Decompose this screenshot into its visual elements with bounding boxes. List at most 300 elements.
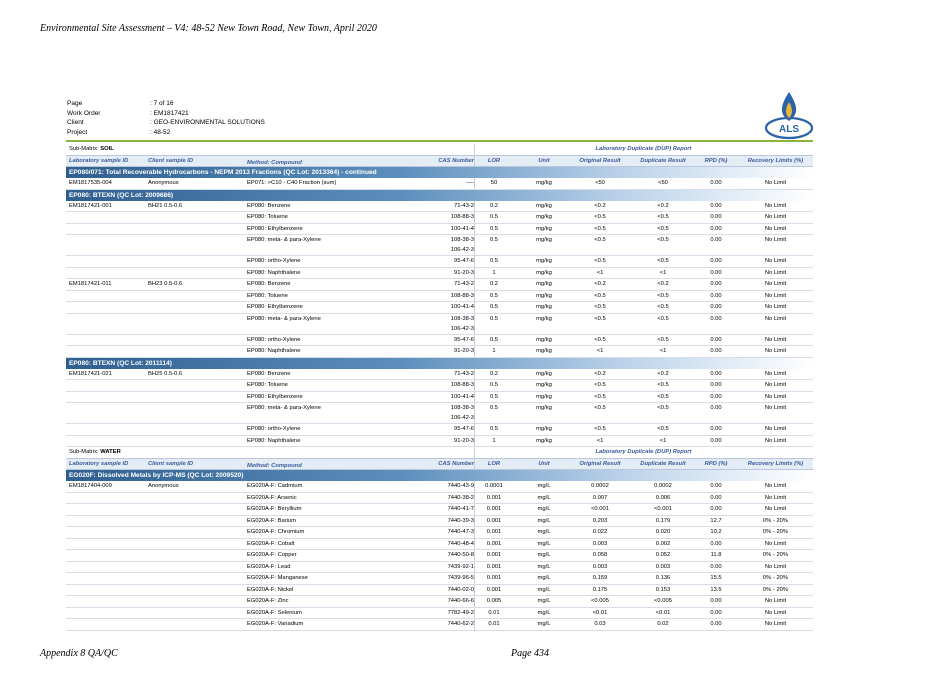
- cell-lor: [476, 337, 512, 343]
- column-divider: [474, 516, 475, 527]
- cell-original-result: [568, 529, 632, 535]
- cell-duplicate-result: [632, 180, 694, 186]
- cell-text: <0.001: [654, 506, 672, 512]
- cell-text: <1: [659, 269, 667, 276]
- sub-matrix-value: WATER: [100, 449, 121, 455]
- cell-text: 0.001: [486, 552, 502, 558]
- cell-text: EP080: Benzene: [247, 370, 291, 377]
- cell-unit: [521, 293, 567, 299]
- report-metadata: [67, 99, 265, 137]
- cell-method-compound: [247, 226, 387, 232]
- cell-lor: [476, 426, 512, 432]
- column-divider: [474, 314, 475, 334]
- column-divider: [474, 268, 475, 279]
- cas-number-secondary: 106-42-3: [450, 325, 474, 332]
- column-divider: [474, 493, 475, 504]
- cell-cas-number: [390, 598, 474, 604]
- cell-text: 0% - 20%: [762, 517, 789, 524]
- cell-unit: [521, 529, 567, 535]
- cell-text: 0.159: [592, 575, 608, 581]
- table-row: [66, 403, 813, 424]
- section-header: [66, 470, 813, 481]
- cell-text: <0.2: [594, 202, 606, 209]
- cell-method-compound: [247, 598, 387, 604]
- cell-text: 11.8: [710, 552, 722, 558]
- cell-recovery-limits: [738, 529, 813, 535]
- duplicate-report-table: [66, 144, 813, 631]
- cell-lor: [476, 518, 512, 524]
- cell-text: No Limit: [764, 426, 787, 432]
- cell-method-compound: [247, 237, 387, 243]
- cell-rpd: [694, 529, 738, 535]
- cell-unit: [521, 438, 567, 444]
- cell-text: 91-20-3: [454, 269, 474, 276]
- table-row: [66, 436, 813, 448]
- cell-unit: [521, 316, 567, 322]
- cell-text: mg/L: [537, 621, 551, 627]
- cell-method-compound: [247, 610, 387, 616]
- cell-original-result: [568, 575, 632, 581]
- cell-original-result: [568, 405, 632, 411]
- cell-text: 0.003: [592, 540, 608, 547]
- column-divider: [474, 212, 475, 223]
- cell-recovery-limits: [738, 564, 813, 570]
- column-header-method-compound: Method: Compound: [247, 462, 302, 469]
- cell-cas-number: [390, 529, 474, 535]
- column-divider: [474, 235, 475, 255]
- cell-text: 0.00: [710, 405, 722, 411]
- cell-text: 0.00: [710, 336, 722, 343]
- cell-text: <0.2: [657, 202, 669, 209]
- cell-text: 0.00: [710, 269, 722, 276]
- cell-unit: [521, 518, 567, 524]
- cell-text: EP080: Ethylbenzene: [247, 225, 303, 232]
- cell-duplicate-result: [632, 237, 694, 243]
- cell-text: No Limit: [764, 258, 787, 264]
- cell-text: EG020A-F: Barium: [247, 517, 296, 524]
- cell-text: mg/kg: [536, 258, 552, 264]
- cell-text: 100-41-4: [450, 225, 474, 232]
- table-row: [66, 424, 813, 436]
- cell-text: <0.5: [657, 393, 669, 400]
- column-header-original-result: Original Result: [579, 460, 621, 467]
- cas-number-secondary: 106-42-3: [450, 247, 474, 253]
- cell-text: mg/kg: [536, 269, 552, 276]
- cell-text: EG020A-F: Zinc: [247, 598, 289, 604]
- cell-original-result: [568, 426, 632, 432]
- meta-value: : GEO-ENVIRONMENTAL SOLUTIONS: [150, 119, 265, 127]
- cell-text: 0.02: [657, 621, 669, 627]
- cell-original-result: [568, 180, 632, 186]
- footer-appendix: Appendix 8 QA/QC: [40, 648, 118, 659]
- cell-rpd: [694, 348, 738, 354]
- cell-text: <1: [659, 348, 667, 354]
- cell-text: EM1817404-009: [69, 483, 112, 489]
- cell-unit: [521, 371, 567, 377]
- sub-matrix-row: [66, 144, 813, 156]
- column-header-original-result: Original Result: [579, 157, 621, 164]
- cell-text: 7440-47-3: [447, 529, 474, 535]
- cell-text: EM1817421-011: [69, 281, 112, 287]
- table-row: [66, 585, 813, 597]
- cell-method-compound: [247, 518, 387, 524]
- cell-text: 91-20-3: [454, 348, 474, 354]
- cell-unit: [521, 564, 567, 570]
- cell-method-compound: [247, 621, 387, 627]
- cell-original-result: [568, 214, 632, 220]
- cell-text: 0.00: [710, 304, 722, 310]
- cell-unit: [521, 405, 567, 411]
- cell-text: mg/L: [537, 506, 551, 512]
- cell-unit: [521, 552, 567, 558]
- cell-text: ----: [466, 180, 474, 186]
- cell-text: <0.5: [657, 292, 669, 299]
- cell-lor: [476, 348, 512, 354]
- cell-text: No Limit: [764, 237, 787, 243]
- cell-unit: [521, 575, 567, 581]
- cell-text: 0.00: [710, 609, 722, 616]
- column-divider: [474, 619, 475, 630]
- table-row: [66, 212, 813, 224]
- cell-text: 0.005: [486, 598, 502, 604]
- cell-method-compound: [247, 552, 387, 558]
- cell-text: 0% - 20%: [762, 575, 789, 581]
- cell-duplicate-result: [632, 495, 694, 501]
- cell-text: 0.5: [489, 214, 499, 220]
- column-divider: [474, 144, 475, 155]
- cell-original-result: [568, 394, 632, 400]
- cell-duplicate-result: [632, 203, 694, 209]
- cell-recovery-limits: [738, 483, 813, 489]
- cell-text: No Limit: [764, 292, 787, 299]
- cell-cas-number: [390, 270, 474, 276]
- column-header-lor: LOR: [487, 460, 501, 467]
- cell-text: No Limit: [764, 304, 787, 310]
- cell-text: <0.005: [591, 598, 609, 604]
- cell-recovery-limits: [738, 237, 813, 243]
- cell-text: mg/kg: [536, 405, 552, 411]
- cell-cas-number: [390, 438, 474, 444]
- column-divider: [474, 608, 475, 619]
- cell-method-compound: [247, 203, 387, 209]
- column-divider: [474, 369, 475, 380]
- cell-text: EP080: Naphthalene: [247, 348, 301, 354]
- cell-duplicate-result: [632, 564, 694, 570]
- cell-rpd: [694, 621, 738, 627]
- cell-text: 100-41-4: [450, 304, 474, 310]
- cell-text: <0.2: [657, 281, 669, 287]
- table-row: [66, 619, 813, 631]
- cell-cas-number: [390, 552, 474, 558]
- cell-unit: [521, 237, 567, 243]
- cell-rpd: [694, 382, 738, 388]
- cell-cas-number: [390, 518, 474, 524]
- cell-text: <0.2: [594, 370, 606, 377]
- cell-text: 7440-39-3: [447, 517, 474, 524]
- cell-text: 0.00: [710, 292, 722, 299]
- sub-matrix-label: [69, 146, 269, 152]
- cell-text: mg/kg: [536, 304, 552, 310]
- cell-text: mg/kg: [536, 336, 552, 343]
- cell-text: No Limit: [764, 598, 787, 604]
- cell-cas-number: [390, 180, 474, 186]
- cell-method-compound: [247, 371, 387, 377]
- cell-recovery-limits: [738, 371, 813, 377]
- cell-text: <0.2: [594, 281, 606, 287]
- cell-text: <0.5: [594, 214, 606, 220]
- cell-cas-number: [390, 564, 474, 570]
- cell-text: mg/kg: [536, 180, 552, 186]
- cell-text: 0.00: [710, 315, 722, 322]
- cell-text: 95-47-6: [454, 336, 474, 343]
- cell-unit: [521, 304, 567, 310]
- cell-text: EP080: Ethylbenzene: [247, 304, 303, 310]
- cell-text: <1: [596, 269, 604, 276]
- column-header-cas-number: CAS Number: [438, 460, 474, 467]
- cell-lor: [476, 270, 512, 276]
- column-header-rpd: RPD (%): [704, 157, 728, 164]
- cell-text: mg/kg: [536, 225, 552, 232]
- table-row: [66, 596, 813, 608]
- cell-text: 108-38-3: [450, 315, 474, 322]
- cell-text: <50: [658, 180, 668, 186]
- section-header: [66, 167, 813, 178]
- cell-text: EP080: Ethylbenzene: [247, 393, 303, 400]
- table-row: [66, 504, 813, 516]
- cell-unit: [521, 610, 567, 616]
- cell-text: 0.003: [592, 563, 608, 570]
- cell-text: EG020A-F: Manganese: [247, 575, 308, 581]
- cell-text: 7440-48-4: [447, 540, 474, 547]
- cell-text: <0.5: [657, 304, 669, 310]
- cell-rpd: [694, 337, 738, 343]
- cell-text: No Limit: [764, 609, 787, 616]
- cell-recovery-limits: [738, 495, 813, 501]
- cell-duplicate-result: [632, 426, 694, 432]
- table-row: [66, 235, 813, 256]
- column-divider: [474, 346, 475, 357]
- cell-rpd: [694, 426, 738, 432]
- cell-text: 0.001: [486, 529, 502, 535]
- cell-method-compound: [247, 382, 387, 388]
- cell-text: <50: [595, 180, 605, 186]
- cell-text: <0.01: [655, 609, 671, 616]
- cell-cas-number: [390, 575, 474, 581]
- cell-unit: [521, 203, 567, 209]
- cell-text: 108-88-3: [450, 292, 474, 299]
- cell-text: EP071: >C10 - C40 Fraction (sum): [247, 180, 337, 186]
- cell-text: EP080: Toluene: [247, 382, 288, 388]
- cell-text: 0.052: [655, 552, 671, 558]
- cell-text: No Limit: [764, 621, 787, 627]
- cell-text: <0.01: [592, 609, 608, 616]
- header-rule: [66, 140, 813, 142]
- cell-text: 0.020: [655, 529, 671, 535]
- cell-text: 0.2: [489, 281, 499, 287]
- cell-text: <0.5: [657, 214, 669, 220]
- cell-cas-number: [390, 394, 474, 400]
- cell-duplicate-result: [632, 552, 694, 558]
- cell-rpd: [694, 438, 738, 444]
- cell-text: 0.003: [655, 563, 671, 570]
- cell-cas-number: [390, 541, 474, 547]
- cell-method-compound: [247, 541, 387, 547]
- cell-rpd: [694, 180, 738, 186]
- column-divider: [474, 403, 475, 423]
- cell-original-result: [568, 270, 632, 276]
- cell-lor: [476, 529, 512, 535]
- cell-text: No Limit: [764, 494, 787, 501]
- cell-lor: [476, 610, 512, 616]
- cell-duplicate-result: [632, 394, 694, 400]
- cell-text: mg/L: [537, 494, 551, 501]
- column-divider: [474, 562, 475, 573]
- cell-original-result: [568, 552, 632, 558]
- cell-text: No Limit: [764, 225, 787, 232]
- cell-text: No Limit: [764, 202, 787, 209]
- sub-matrix-prefix: Sub-Matrix:: [69, 449, 101, 455]
- cell-text: 0.5: [489, 292, 499, 299]
- cell-text: EM1817421-001: [69, 202, 112, 209]
- cell-duplicate-result: [632, 529, 694, 535]
- cell-rpd: [694, 214, 738, 220]
- table-row: [66, 573, 813, 585]
- cell-cas-number: [390, 426, 474, 432]
- cell-duplicate-result: [632, 483, 694, 489]
- cell-original-result: [568, 337, 632, 343]
- cell-text: mg/kg: [536, 237, 552, 243]
- cell-text: <0.2: [657, 370, 669, 377]
- cell-text: 108-88-3: [450, 214, 474, 220]
- cell-original-result: [568, 495, 632, 501]
- cell-text: 108-38-3: [450, 405, 474, 411]
- cell-client-sample-id: [148, 281, 243, 287]
- cell-text: 0.01: [488, 609, 500, 616]
- cell-text: 0.002: [655, 540, 671, 547]
- cell-duplicate-result: [632, 598, 694, 604]
- cell-original-result: [568, 587, 632, 593]
- table-row: [66, 335, 813, 347]
- cell-recovery-limits: [738, 214, 813, 220]
- cell-text: <1: [596, 348, 604, 354]
- meta-row: [67, 109, 265, 119]
- cell-text: 0.006: [655, 494, 671, 501]
- cell-text: <0.5: [657, 405, 669, 411]
- cell-duplicate-result: [632, 281, 694, 287]
- cell-lab-sample-id: [69, 180, 147, 186]
- cell-unit: [521, 226, 567, 232]
- cell-text: 0.00: [710, 225, 722, 232]
- cell-method-compound: [247, 337, 387, 343]
- cell-rpd: [694, 541, 738, 547]
- cell-unit: [521, 348, 567, 354]
- cell-method-compound: [247, 304, 387, 310]
- column-header-row: [66, 156, 813, 168]
- cell-text: EP080: Naphthalene: [247, 437, 301, 444]
- cell-unit: [521, 587, 567, 593]
- cell-lor: [476, 483, 512, 489]
- cell-original-result: [568, 598, 632, 604]
- column-header-recovery-limits: Recovery Limits (%): [747, 460, 804, 467]
- cell-duplicate-result: [632, 270, 694, 276]
- cell-lor: [476, 293, 512, 299]
- cell-text: 7439-92-1: [447, 563, 474, 570]
- cell-unit: [521, 180, 567, 186]
- cell-text: EG020A-F: Lead: [247, 563, 291, 570]
- cell-rpd: [694, 598, 738, 604]
- column-divider: [474, 279, 475, 290]
- cell-lor: [476, 621, 512, 627]
- cell-unit: [521, 394, 567, 400]
- cell-text: 0.175: [592, 586, 608, 593]
- cell-text: EP080: ortho-Xylene: [247, 336, 301, 343]
- cell-lor: [476, 316, 512, 322]
- cell-rpd: [694, 293, 738, 299]
- cell-text: 0% - 20%: [762, 529, 789, 535]
- cell-cas-number: [390, 348, 474, 354]
- column-divider: [474, 550, 475, 561]
- meta-row: [67, 128, 265, 138]
- sub-matrix-row: [66, 447, 813, 459]
- section-title: EP080/071: Total Recoverable Hydrocarbons - NEPM 2013 Fractions (QC Lot: 2013364) - continued: [69, 169, 377, 176]
- cell-text: No Limit: [764, 437, 787, 444]
- cell-text: 0.00: [710, 506, 722, 512]
- cell-text: No Limit: [764, 540, 787, 547]
- cell-text: mg/L: [537, 609, 551, 616]
- cell-text: <0.5: [657, 382, 669, 388]
- cell-text: <0.5: [594, 315, 606, 322]
- column-divider: [474, 596, 475, 607]
- cell-text: EP080: Toluene: [247, 292, 288, 299]
- cell-text: EG020A-F: Nickel: [247, 586, 294, 593]
- cell-text: <0.5: [594, 304, 606, 310]
- cell-duplicate-result: [632, 337, 694, 343]
- cell-rpd: [694, 483, 738, 489]
- cell-cas-number: [390, 304, 474, 310]
- cell-recovery-limits: [738, 621, 813, 627]
- table-row: [66, 178, 813, 190]
- sub-matrix-prefix: Sub-Matrix:: [69, 146, 101, 152]
- cell-text: EP080: meta- & para-Xylene: [247, 237, 321, 243]
- cell-cas-number: [390, 203, 474, 209]
- cell-text: 0.00: [710, 202, 722, 209]
- cell-rpd: [694, 203, 738, 209]
- cell-text: EP080: Benzene: [247, 202, 291, 209]
- cell-text: 7440-02-0: [447, 586, 474, 593]
- cell-client-sample-id: [148, 371, 243, 377]
- cell-text: EP080: Naphthalene: [247, 269, 301, 276]
- cell-text: No Limit: [764, 269, 787, 276]
- cell-text: 0.058: [592, 552, 608, 558]
- cell-text: EG020A-F: Cobalt: [247, 540, 295, 547]
- cell-text: 0% - 20%: [762, 552, 789, 558]
- cell-text: 0.001: [486, 575, 502, 581]
- cell-duplicate-result: [632, 382, 694, 388]
- cell-text: mg/kg: [536, 202, 552, 209]
- cell-cas-number: [390, 382, 474, 388]
- section-header: [66, 358, 813, 369]
- cell-text: 0.0002: [591, 483, 609, 489]
- cell-recovery-limits: [738, 506, 813, 512]
- table-row: [66, 516, 813, 528]
- cell-text: 1: [492, 269, 496, 276]
- cell-duplicate-result: [632, 226, 694, 232]
- cell-unit: [521, 483, 567, 489]
- cell-text: 0.136: [655, 575, 671, 581]
- cell-text: No Limit: [764, 393, 787, 400]
- cell-method-compound: [247, 587, 387, 593]
- cell-text: No Limit: [764, 370, 787, 377]
